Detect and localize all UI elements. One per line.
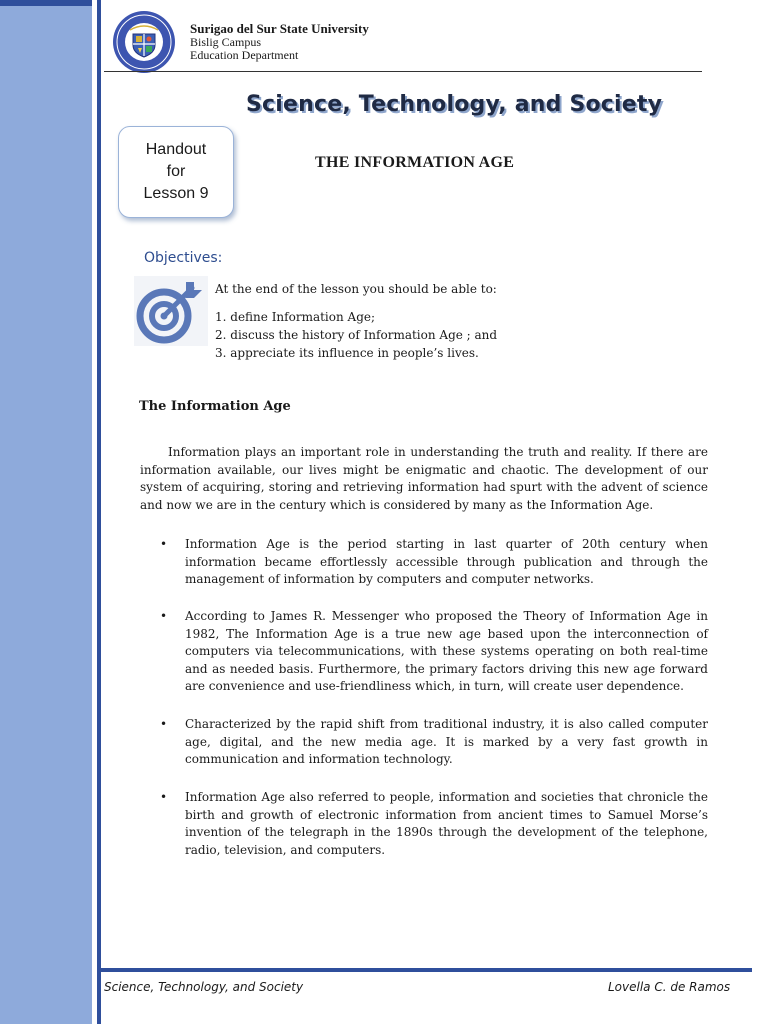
handout-line-3: Lesson 9 — [143, 185, 209, 202]
university-name: Surigao del Sur State University — [190, 21, 369, 36]
objectives-intro: At the end of the lesson you should be able to: — [215, 282, 497, 296]
bullet-symbol: • — [160, 717, 168, 731]
footer-course-title: Science, Technology, and Society — [104, 980, 304, 994]
handout-line-1: Handout — [145, 141, 207, 158]
bullet-item — [160, 608, 708, 696]
section-heading: The Information Age — [139, 399, 291, 414]
objectives-list — [215, 308, 497, 362]
bullet-symbol: • — [160, 609, 168, 623]
handout-card — [118, 126, 234, 218]
university-seal-logo — [112, 10, 176, 74]
course-title: Science, Technology, and Society — [246, 92, 663, 117]
header-divider — [104, 71, 702, 72]
footer-divider — [101, 968, 752, 972]
intro-paragraph: Information plays an important role in understanding the truth and reality. If there are information available, our lives might be enigmatic and chaotic. The development of our system of acquiring, storing and retrieving information had spurt with the advent of science and now we are in the century which is considered by many as the Information Age. — [140, 445, 708, 512]
objective-item: 1. define Information Age; — [215, 310, 376, 324]
bullet-item — [160, 716, 708, 769]
objectives-label: Objectives: — [144, 250, 223, 266]
bullet-symbol: • — [160, 790, 168, 804]
left-decorative-band — [0, 0, 92, 1024]
bullet-text: Information Age also referred to people, information and societies that chronicle the birth and growth of electronic information from ancient times to Samuel Morse’s invention of the telegraph in the 1890s through the development of the telephone, radio, television, and computers. — [185, 790, 708, 857]
objective-item: 3. appreciate its influence in people’s lives. — [215, 346, 479, 360]
footer-author: Lovella C. de Ramos — [608, 980, 731, 994]
left-vertical-rule — [97, 0, 101, 1024]
bullet-symbol: • — [160, 537, 168, 551]
campus-name: Bislig Campus — [190, 35, 262, 49]
left-band-top-edge — [0, 0, 92, 6]
objective-item: 2. discuss the history of Information Age ; and — [215, 328, 498, 342]
bullet-item — [160, 789, 708, 859]
bullet-item — [160, 536, 708, 589]
bullet-text: According to James R. Messenger who proposed the Theory of Information Age in 1982, The Information Age is a true new age based upon the interconnection of computers via telecommunications, with these systems operating on both real-time and as needed basis. Furthermore, the primary factors driving this new age forward are convenience and use-friendliness which, in turn, will create user dependence. — [185, 609, 708, 693]
bullet-text: Characterized by the rapid shift from traditional industry, it is also called computer age, digital, and the new media age. It is marked by a very fast growth in communication and information technology. — [185, 717, 708, 766]
department-name: Education Department — [190, 48, 299, 62]
handout-line-2: for — [166, 163, 186, 180]
bullet-text: Information Age is the period starting in last quarter of 20th century when information became effortlessly accessible through publication and through the management of information by computers and computer networks. — [185, 537, 708, 586]
lesson-title: THE INFORMATION AGE — [315, 154, 515, 171]
target-arrow-icon — [134, 276, 208, 346]
